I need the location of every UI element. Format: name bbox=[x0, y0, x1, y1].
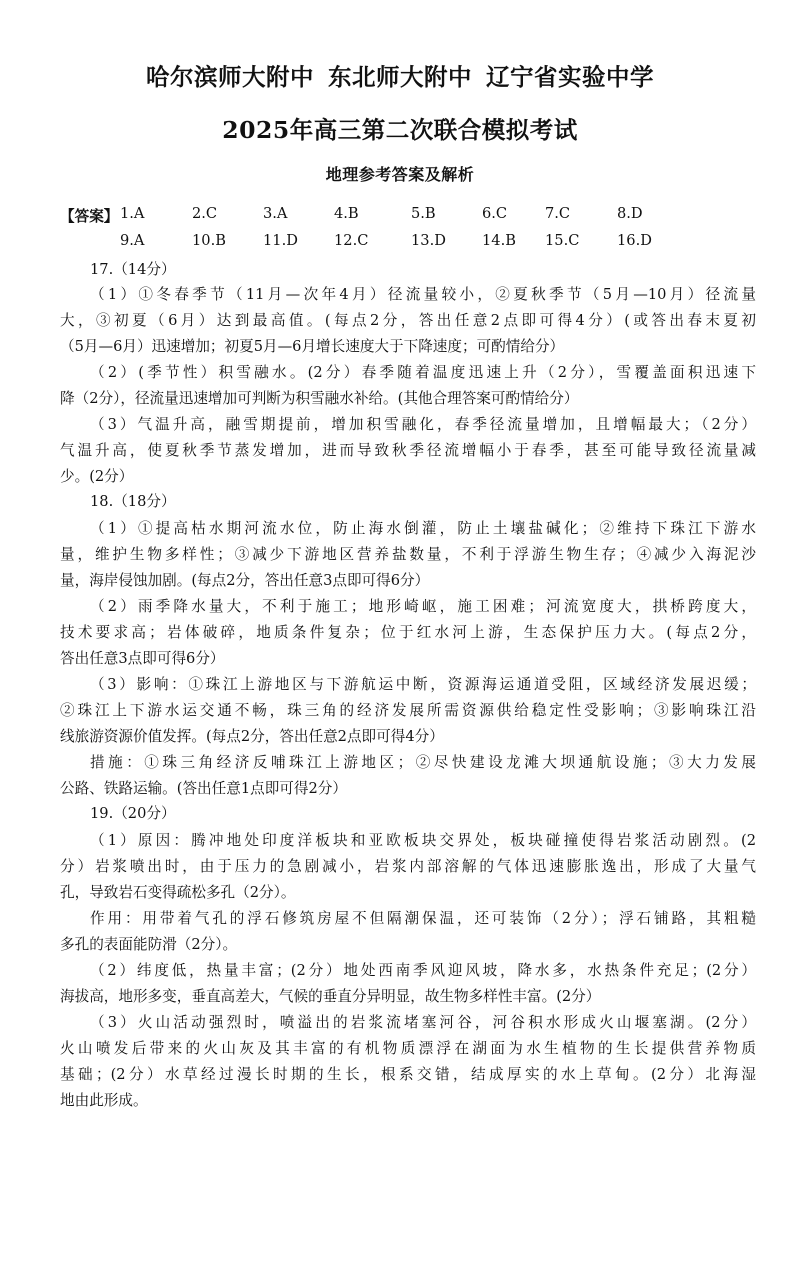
text-line: （2）雨季降水量大，不利于施工；地形崎岖，施工困难；河流宽度大，拱桥跨度大， bbox=[90, 598, 756, 615]
answer-label: 【答案】 bbox=[60, 208, 119, 225]
text-line: （3）气温升高，融雪期提前，增加积雪融化，春季径流量增加，且增幅最大；（2分） bbox=[90, 416, 756, 433]
text-line: 基础；(2分）水草经过漫长时期的生长，根系交错，结成厚实的水上草甸。(2分）北海湿 bbox=[60, 1066, 756, 1083]
school-name: 东北师大附中 bbox=[328, 63, 472, 91]
text-line: 线旅游资源价值发挥。(每点2分，答出任意2点即可得4分） bbox=[60, 728, 444, 745]
text-line: （1）①提高枯水期河流水位，防止海水倒灌，防止土壤盐碱化；②维持下珠江下游水 bbox=[90, 520, 756, 537]
answer-item: 12.C bbox=[334, 232, 369, 249]
text-line: 量，维护生物多样性；③减少下游地区营养盐数量，不利于浮游生物生存；④减少入海泥沙 bbox=[60, 546, 756, 563]
answer-item: 10.B bbox=[192, 232, 226, 249]
text-line: 孔，导致岩石变得疏松多孔（2分）。 bbox=[60, 884, 296, 901]
text-line: （2）(季节性）积雪融水。(2分）春季随着温度迅速上升（2分），雪覆盖面积迅速下 bbox=[90, 364, 756, 381]
text-line: 大，③初夏（6月）达到最高值。(每点2分，答出任意2点即可得4分）(或答出春末夏初 bbox=[60, 312, 756, 329]
text-line: 海拔高，地形多变，垂直高差大，气候的垂直分异明显，故生物多样性丰富。(2分） bbox=[60, 988, 601, 1005]
answer-item: 14.B bbox=[482, 232, 516, 249]
text-line: （3）影响：①珠江上游地区与下游航运中断，资源海运通道受阻，区域经济发展迟缓； bbox=[90, 676, 756, 693]
text-line: 分）岩浆喷出时，由于压力的急剧减小，岩浆内部溶解的气体迅速膨胀逸出，形成了大量气 bbox=[60, 858, 756, 875]
school-name: 哈尔滨师大附中 bbox=[146, 63, 314, 91]
answer-item: 8.D bbox=[617, 205, 643, 222]
text-line: 地由此形成。 bbox=[60, 1092, 148, 1109]
text-line: 量，海岸侵蚀加剧。(每点2分，答出任意3点即可得6分） bbox=[60, 572, 430, 589]
answer-item: 11.D bbox=[263, 232, 298, 249]
text-line: （2）纬度低，热量丰富；(2分）地处西南季风迎风坡，降水多，水热条件充足；(2分） bbox=[90, 962, 756, 979]
text-line: 火山喷发后带来的火山灰及其丰富的有机物质漂浮在湖面为水生植物的生长提供营养物质 bbox=[60, 1040, 756, 1057]
document-title: 地理参考答案及解析 bbox=[325, 165, 475, 184]
answer-item: 7.C bbox=[545, 205, 571, 222]
school-name: 辽宁省实验中学 bbox=[486, 63, 654, 91]
exam-title: 2025年高三第二次联合模拟考试 bbox=[222, 116, 578, 144]
answer-item: 9.A bbox=[120, 232, 145, 249]
text-line: 技术要求高；岩体破碎，地质条件复杂；位于红水河上游，生态保护压力大。(每点2分， bbox=[60, 624, 756, 641]
answer-item: 5.B bbox=[411, 205, 436, 222]
answer-item: 2.C bbox=[192, 205, 218, 222]
answer-item: 15.C bbox=[545, 232, 580, 249]
text-line: ②珠江上下游水运交通不畅，珠三角的经济发展所需资源供给稳定性受影响；③影响珠江沿 bbox=[60, 702, 756, 719]
answer-item: 6.C bbox=[482, 205, 508, 222]
text-line: 多孔的表面能防滑（2分）。 bbox=[60, 936, 238, 953]
text-line: 答出任意3点即可得6分） bbox=[60, 650, 225, 667]
text-line: 气温升高，使夏秋季节蒸发增加，进而导致秋季径流增幅小于春季，甚至可能导致径流量减 bbox=[60, 442, 756, 459]
text-line: （1）①冬春季节（11月—次年4月）径流量较小，②夏秋季节（5月—10月）径流量 bbox=[90, 286, 756, 303]
text-line: 降（2分），径流量迅速增加可判断为积雪融水补给。(其他合理答案可酌情给分） bbox=[60, 390, 579, 407]
answer-item: 1.A bbox=[120, 205, 145, 222]
text-line: （1）原因：腾冲地处印度洋板块和亚欧板块交界处，板块碰撞使得岩浆活动剧烈。(2 bbox=[90, 832, 756, 849]
text-line: 公路、铁路运输。(答出任意1点即可得2分） bbox=[60, 780, 347, 797]
question-heading: 18.（18分） bbox=[90, 493, 176, 510]
answer-item: 4.B bbox=[334, 205, 359, 222]
school-names bbox=[0, 58, 800, 92]
answer-item: 16.D bbox=[617, 232, 652, 249]
text-line: （5月—6月）迅速增加；初夏5月—6月增长速度大于下降速度；可酌情给分） bbox=[60, 338, 565, 355]
text-line: （3）火山活动强烈时，喷溢出的岩浆流堵塞河谷，河谷积水形成火山堰塞湖。(2分） bbox=[90, 1014, 756, 1031]
question-heading: 17.（14分） bbox=[90, 261, 176, 278]
text-line: 作用：用带着气孔的浮石修筑房屋不但隔潮保温，还可装饰（2分）；浮石铺路，其粗糙 bbox=[90, 910, 756, 927]
answer-item: 13.D bbox=[411, 232, 446, 249]
text-line: 少。(2分） bbox=[60, 468, 134, 485]
question-heading: 19.（20分） bbox=[90, 805, 176, 822]
answer-item: 3.A bbox=[263, 205, 288, 222]
text-line: 措施：①珠三角经济反哺珠江上游地区；②尽快建设龙滩大坝通航设施；③大力发展 bbox=[90, 754, 756, 771]
